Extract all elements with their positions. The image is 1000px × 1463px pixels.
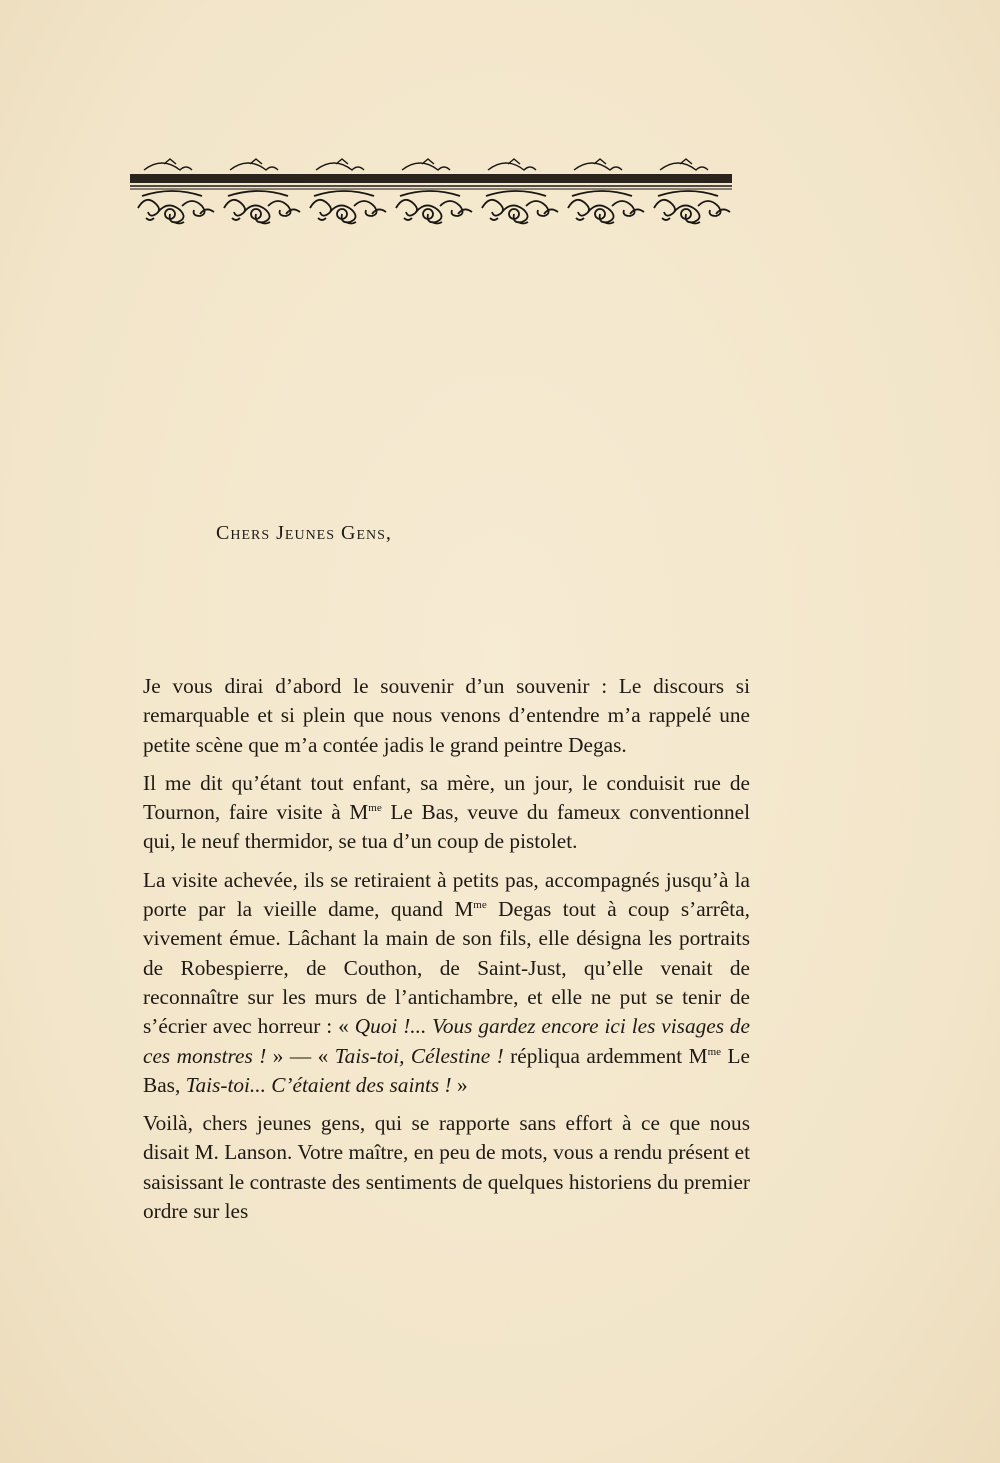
text-run: Le Bas, — [143, 1043, 751, 1097]
letter-body — [143, 672, 750, 1235]
italic-quote: Tais-toi, Célestine ! — [334, 1043, 504, 1068]
italic-quote: Quoi !... Vous gardez encore ici les visages de ces monstres ! — [143, 1014, 750, 1068]
salutation: Chers Jeunes Gens, — [216, 522, 392, 544]
text-run: Voilà, chers jeunes gens, qui se rapporte sans effort à ce que nous disait M. Lanson. Votre maître, en peu de mots, vous a rendu présent et saisissant le contraste des sentiments de quelques historiens du premier ordre sur les — [143, 1111, 750, 1224]
superscript: me — [368, 802, 382, 815]
text-run: répliqua ardemment M — [503, 1043, 708, 1068]
paragraph — [143, 769, 750, 857]
superscript: me — [707, 1045, 722, 1058]
text-run: » — « — [266, 1043, 335, 1068]
text-run: Je vous dirai d’abord le souvenir d’un souvenir : Le discours si remarquable et si plein que nous venons d’entendre m’a rappelé une petite scène que m’a contée jadis le grand peintre Degas. — [143, 674, 750, 757]
italic-quote: Tais-toi... C’étaient des saints ! — [185, 1072, 452, 1097]
text-run: Degas tout à coup s’arrêta, vivement émue. Lâchant la main de son fils, elle désigna les portraits de Robespierre, de Couthon, de Saint-Just, qu’elle venait de reconnaître sur les murs de l’antichambre, et elle ne put se tenir de s’écrier avec horreur : « — [143, 897, 750, 1039]
text-run: Le Bas, veuve du fameux conventionnel qui, le neuf thermidor, se tua d’un coup de pistolet. — [143, 800, 750, 854]
paragraph — [143, 1109, 750, 1226]
paragraph — [143, 866, 750, 1100]
text-run: Il me dit qu’étant tout enfant, sa mère, un jour, le conduisit rue de Tournon, faire visite à M — [143, 770, 750, 825]
floral-headband-ornament — [128, 156, 734, 228]
text-run: La visite achevée, ils se retiraient à petits pas, accompagnés jusqu’à la porte par la vieille dame, quand M — [143, 867, 750, 922]
superscript: me — [473, 899, 487, 912]
paragraph — [143, 672, 750, 760]
text-run: » — [451, 1072, 468, 1097]
